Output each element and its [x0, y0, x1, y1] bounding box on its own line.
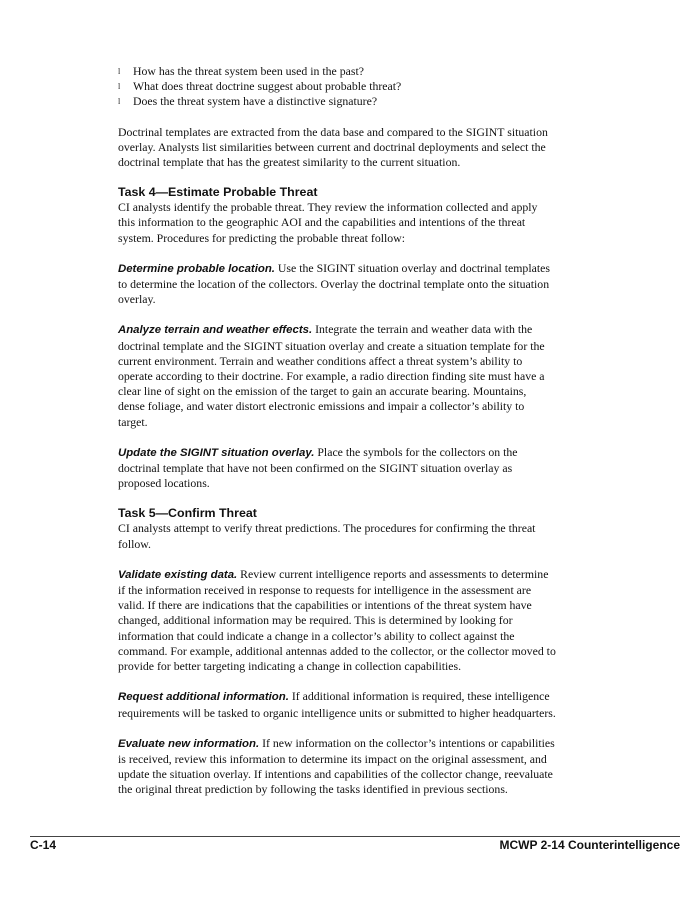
bullet-icon: l: [118, 67, 121, 76]
task4-item-terrain: Analyze terrain and weather effects. Integrate the terrain and weather data with the doctrinal template and the SIGINT situation overlay and create a situation template for the current environment. Terrain and weather conditions affect a threat system’s ability to operate according to their doctrine. For example, a radio direction finding site must have a clear line of sight on the emission of the target to gain an accurate bearing. Mountains, dense foliage, and water distort electronic emissions and impair a collector’s ability to target.: [118, 322, 545, 429]
run-in-heading: Validate existing data.: [118, 568, 238, 581]
run-in-heading: Analyze terrain and weather effects.: [118, 324, 313, 337]
run-in-heading: Determine probable location.: [118, 262, 275, 275]
bullet-icon: l: [118, 82, 121, 92]
task4-item-location: Determine probable location. Use the SIGINT situation overlay and doctrinal templates to determine the location of the collectors. Overlay the doctrinal template onto the situation overlay.: [118, 260, 550, 307]
task5-heading: Task 5—Confirm Threat: [118, 506, 257, 521]
task5-item-request: Request additional information. If additional information is required, these intelligence requirements will be tasked to organic intelligence units or submitted to higher headquarters.: [118, 689, 556, 720]
question-list: [118, 64, 556, 110]
bullet-icon: l: [118, 97, 121, 107]
list-item: l How has the threat system been used in the past?: [118, 64, 364, 78]
task5-intro: CI analysts attempt to verify threat predictions. The procedures for confirming the threat follow.: [118, 521, 536, 551]
task4-heading: Task 4—Estimate Probable Threat: [118, 185, 318, 200]
run-in-heading: Update the SIGINT situation overlay.: [118, 446, 315, 459]
publication-title: MCWP 2-14 Counterintelligence: [499, 838, 680, 852]
task5-item-evaluate: Evaluate new information. If new information on the collector’s intentions or capabilities is received, review this information to determine its impact on the original assessment, and update the situation overlay. If intentions and capabilities of the collector change, reevaluate the original threat prediction by following the tasks identified in previous sections.: [118, 735, 555, 797]
run-in-heading: Request additional information.: [118, 691, 289, 704]
task4-item-update: Update the SIGINT situation overlay. Place the symbols for the collectors on the doctrinal template that have not been confirmed on the SIGINT situation overlay as proposed locations.: [118, 444, 518, 491]
list-item: l Does the threat system have a distinctive signature?: [118, 94, 378, 109]
run-in-heading: Evaluate new information.: [118, 737, 260, 750]
page-number: C-14: [30, 838, 57, 852]
paragraph-templates: Doctrinal templates are extracted from the data base and compared to the SIGINT situation overlay. Analysts list similarities between current and doctrinal deployments and select the doctrinal template that has the greatest similarity to the current situation.: [118, 124, 548, 170]
list-item: l What does threat doctrine suggest about probable threat?: [118, 79, 402, 94]
task4-intro: CI analysts identify the probable threat. They review the information collected and apply this information to the geographic AOI and the capabilities and intentions of the threat system. Procedures for predicting the probable threat follow:: [118, 200, 538, 245]
task5-item-validate: Validate existing data. Review current intelligence reports and assessments to determine if the information received in response to requests for intelligence in the assessment are valid. If there are indications that the capabilities or intentions of the threat system have changed, additional information may be required. This is determined by looking for information that could indicate a change in a collector’s ability to collect against the command. For example, additional antennas added to the collector, or the collector moved to provide for better targeting indicating a change in collection capabilities.: [118, 566, 556, 674]
page-body: [118, 64, 556, 798]
footer-divider: [30, 836, 680, 837]
